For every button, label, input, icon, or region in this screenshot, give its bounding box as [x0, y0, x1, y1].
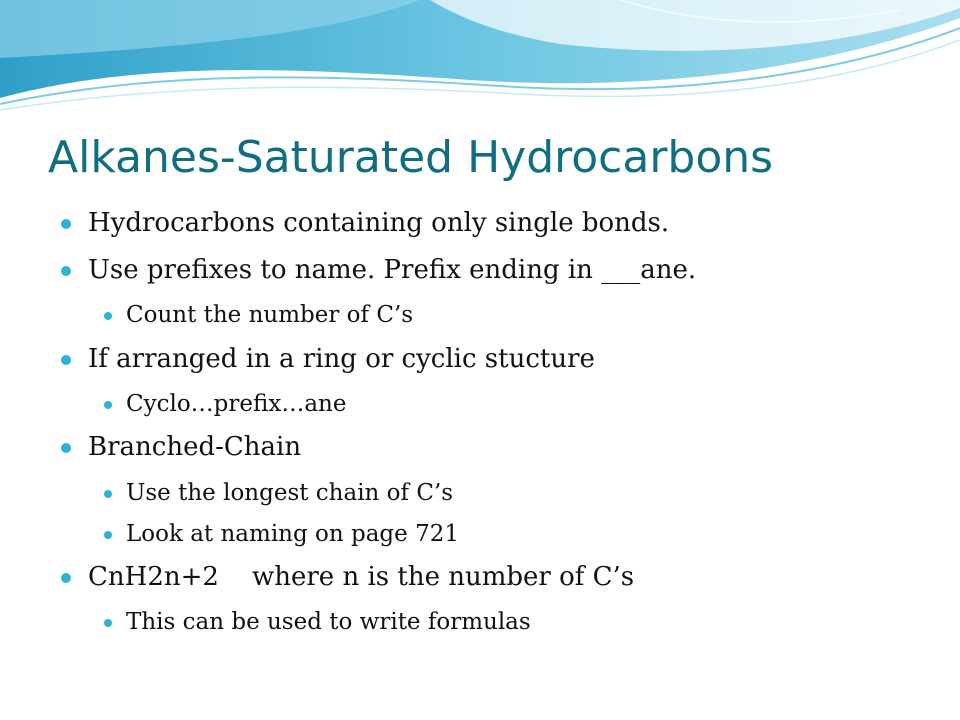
- sub-bullet-item: [126, 607, 531, 637]
- bullet-dot-icon: [61, 443, 71, 453]
- slide-title: Alkanes-Saturated Hydrocarbons: [48, 132, 774, 183]
- sub-bullet-text: This can be used to write formulas: [126, 609, 531, 635]
- sub-bullet-item: [126, 519, 459, 549]
- bullet-dot-icon: [104, 619, 112, 627]
- header-wave-decoration: [0, 0, 960, 120]
- bullet-item: [88, 560, 634, 594]
- bullet-dot-icon: [61, 355, 71, 365]
- bullet-dot-icon: [61, 219, 71, 229]
- bullet-item: [88, 253, 696, 287]
- sub-bullet-item: [126, 300, 413, 330]
- sub-bullet-text: Look at naming on page 721: [126, 521, 459, 547]
- bullet-text: Branched-Chain: [88, 432, 302, 462]
- bullet-text: CnH2n+2 where n is the number of C’s: [88, 562, 635, 592]
- bullet-dot-icon: [104, 401, 112, 409]
- bullet-text: Use prefixes to name. Prefix ending in ___ane.: [88, 255, 697, 285]
- sub-bullet-text: Cyclo…prefix…ane: [126, 391, 347, 417]
- bullet-dot-icon: [104, 531, 112, 539]
- bullet-item: [88, 206, 669, 240]
- sub-bullet-item: [126, 478, 453, 508]
- sub-bullet-text: Count the number of C’s: [126, 302, 414, 328]
- bullet-text: If arranged in a ring or cyclic stucture: [88, 344, 595, 374]
- bullet-item: [88, 342, 595, 376]
- bullet-dot-icon: [61, 573, 71, 583]
- bullet-dot-icon: [104, 312, 112, 320]
- bullet-dot-icon: [104, 490, 112, 498]
- sub-bullet-text: Use the longest chain of C’s: [126, 480, 454, 506]
- bullet-dot-icon: [61, 266, 71, 276]
- bullet-item: [88, 430, 301, 464]
- bullet-text: Hydrocarbons containing only single bonds.: [88, 208, 670, 238]
- sub-bullet-item: [126, 389, 346, 419]
